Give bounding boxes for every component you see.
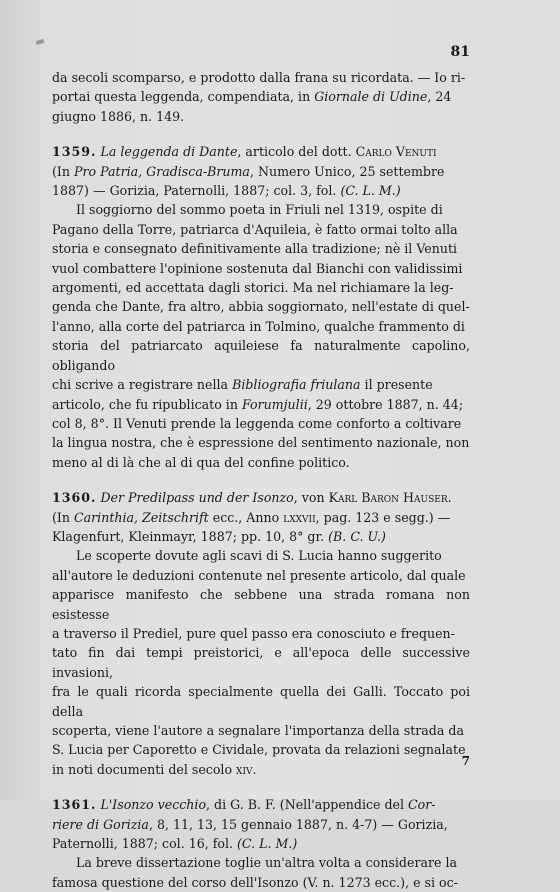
body-line: , 29 ottobre 1887, n. 44; <box>307 396 464 412</box>
body-line: Il soggiorno del sommo poeta in Friuli nel 1319, ospite di <box>76 202 443 218</box>
entry-number: 1361. <box>52 797 97 813</box>
entry-1360-body <box>52 546 470 779</box>
entry-text: , Numero Unico, 25 settembre <box>249 163 445 179</box>
entry-1360-header <box>52 488 470 546</box>
body-line: l'anno, alla corte del patriarca in Tolmino, qualche frammento di <box>52 318 465 334</box>
entry-text: (In <box>52 163 75 179</box>
intro-line: giugno 1886, n. 149. <box>52 108 185 124</box>
signature-mark: 7 <box>461 754 470 768</box>
publication-title: Cor- <box>408 797 436 813</box>
body-line: in noti documenti del secolo <box>52 761 237 777</box>
body-line: tato fin dai tempi preistorici, e all'epoca delle successive invasioni, <box>52 645 470 680</box>
entry-number: 1359. <box>52 144 97 160</box>
entry-text: , von <box>293 490 329 506</box>
roman-numeral: xiv <box>236 761 253 777</box>
body-line: col 8, 8°. Il Venuti prende la leggenda come conforto a coltivare <box>52 415 462 431</box>
page-text <box>52 68 470 892</box>
body-line: all'autore le deduzioni contenute nel presente articolo, dal quale <box>52 567 466 583</box>
body-line: la lingua nostra, che è espressione del sentimento nazionale, non <box>52 435 470 451</box>
body-line: storia del patriarcato aquileiese fa naturalmente capolino, obligando <box>52 338 470 373</box>
entry-text: , articolo del dott. <box>237 144 356 160</box>
roman-numeral: lxxvii <box>283 509 316 525</box>
entry-author: Carlo Venuti <box>355 144 437 160</box>
entry-text: 1887) — Gorizia, Paternolli, 1887; col. 3, fol. <box>52 183 341 199</box>
entry-title: L'Isonzo vecchio <box>100 797 207 813</box>
page-number: 81 <box>450 44 470 60</box>
body-line: Le scoperte dovute agli scavi di S. Lucia hanno suggerito <box>76 548 442 564</box>
entry-text: (In <box>52 509 75 525</box>
entry-text: , 8, 11, 13, 15 gennaio 1887, n. 4-7) — Gorizia, <box>148 816 448 832</box>
entry-text: , di G. B. F. (Nell'appendice del <box>206 797 409 813</box>
intro-line: portai questa leggenda, compendiata, in <box>52 89 315 105</box>
entry-text: . <box>447 490 452 506</box>
body-line: genda che Dante, fra altro, abbia soggiornato, nell'estate di quel- <box>52 299 470 315</box>
entry-author: Karl Baron Hauser <box>328 490 448 506</box>
entry-1359-header <box>52 142 470 200</box>
entry-1359-body <box>52 200 470 472</box>
body-line: Pagano della Torre, patriarca d'Aquileia, è fatto ormai tolto alla <box>52 221 458 237</box>
body-line: articolo, che fu ripublicato in <box>52 396 242 412</box>
body-line: S. Lucia per Caporetto e Cividale, provata da relazioni segnalate <box>52 742 466 758</box>
journal-title: Giornale di Udine <box>314 89 428 105</box>
entry-number: 1360. <box>52 490 97 506</box>
entry-text: ecc., Anno <box>208 509 284 525</box>
entry-1361-header <box>52 795 470 853</box>
body-line: vuol combattere l'opinione sostenuta dal Bianchi con validissimi <box>52 260 463 276</box>
publication-title: Pro Patria, Gradisca-Bruma <box>74 163 250 179</box>
body-line: apparisce manifesto che sebbene una strada romana non esistesse <box>52 587 470 622</box>
body-line: storia e consegnato definitivamente alla tradizione; nè il Venuti <box>52 241 458 257</box>
body-line: meno al di là che al di qua del confine politico. <box>52 454 350 470</box>
library-ref: (C. L. M.) <box>237 836 298 852</box>
intro-paragraph <box>52 68 470 126</box>
body-line: scoperta, viene l'autore a segnalare l'importanza della strada da <box>52 723 464 738</box>
body-line: fra le quali ricorda specialmente quella dei Galli. Toccato poi della <box>52 684 470 719</box>
entry-title: Der Predilpass und der Isonzo <box>100 490 294 506</box>
body-line: famosa questione del corso dell'Isonzo (V. n. 1273 ecc.), e si oc- <box>52 874 458 890</box>
publication-title: Forumjulii <box>241 396 308 412</box>
library-ref: (B. C. U.) <box>328 528 386 544</box>
entry-text: Klagenfurt, Kleinmayr, 1887; pp. 10, 8° gr. <box>52 528 329 544</box>
library-ref: (C. L. M.) <box>340 183 401 199</box>
entry-1361-body <box>52 853 470 892</box>
intro-line: , 24 <box>427 89 452 105</box>
entry-text: Paternolli, 1887; col. 16, fol. <box>52 836 238 852</box>
body-line: a traverso il Prediel, pure quel passo era conosciuto e frequen- <box>52 625 455 641</box>
publication-title: riere di Gorizia <box>52 816 149 832</box>
intro-line: da secoli scomparso, e prodotto dalla frana su ricordata. — Io ri- <box>52 70 466 85</box>
publication-title: Bibliografia friulana <box>232 377 361 393</box>
publication-title: Carinthia, Zeitschrift <box>74 509 209 525</box>
body-line: chi scrive a registrare nella <box>52 377 233 393</box>
body-line: argomenti, ed accettata dagli storici. Ma nel richiamare la leg- <box>52 280 454 296</box>
body-line: il presente <box>360 377 433 393</box>
body-line: . <box>252 761 257 777</box>
entry-text: , pag. 123 e segg.) — <box>315 509 451 525</box>
entry-title: La leggenda di Dante <box>100 144 238 160</box>
body-line: La breve dissertazione toglie un'altra volta a considerare la <box>76 855 457 871</box>
